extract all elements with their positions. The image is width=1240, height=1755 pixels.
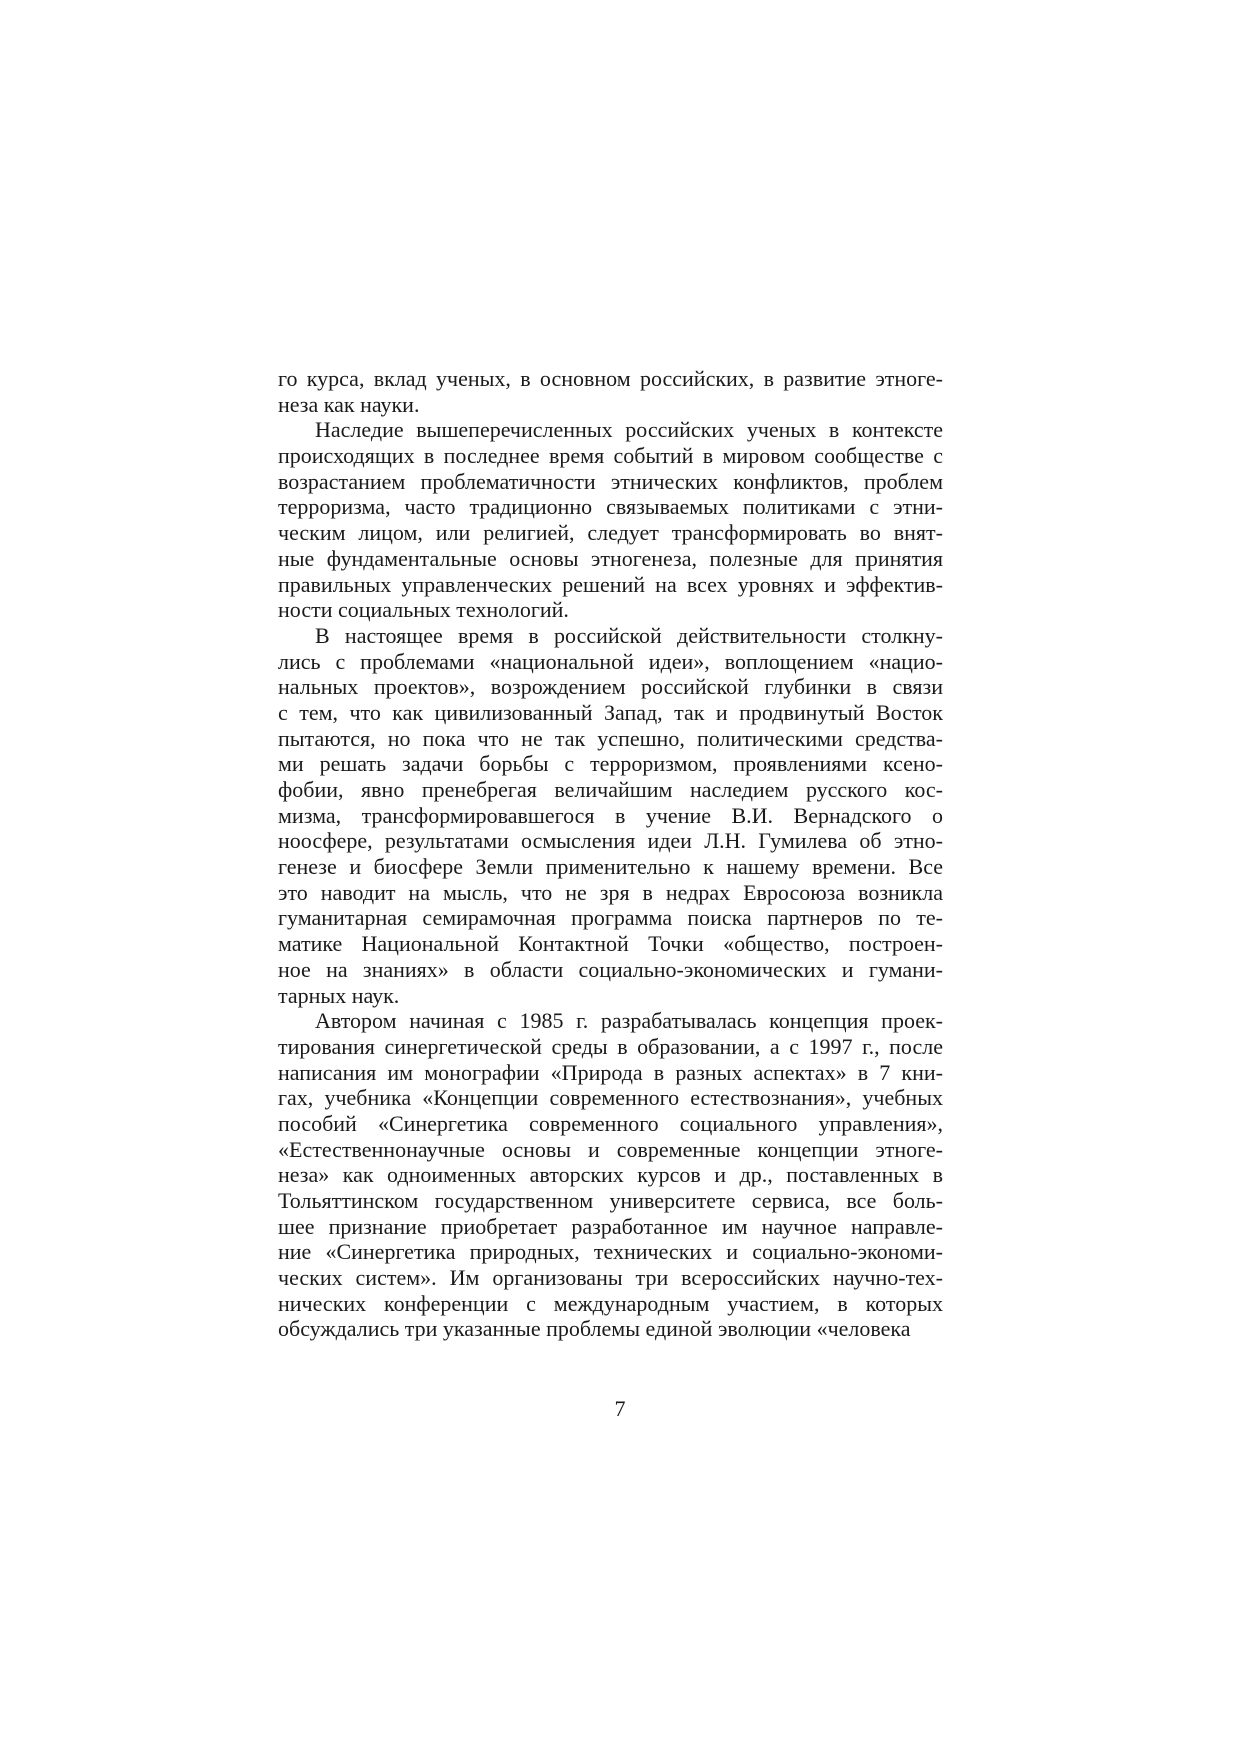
text-line: генезе и биосфере Земли применительно к нашему времени. Все bbox=[278, 854, 943, 880]
text-line: пособий «Синергетика современного социального управления», bbox=[278, 1110, 943, 1136]
text-line: «Естественнонаучные основы и современные концепции этноге- bbox=[278, 1136, 943, 1162]
text-line: тарных наук. bbox=[278, 982, 400, 1008]
text-line: гах, учебника «Концепции современного естествознания», учебных bbox=[278, 1085, 943, 1111]
text-line: тирования синергетической среды в образовании, а с 1997 г., после bbox=[278, 1033, 943, 1059]
text-line: ноосфере, результатами осмысления идеи Л.Н. Гумилева об этно- bbox=[278, 828, 943, 854]
text-line: нических конференции с международным участием, в которых bbox=[278, 1290, 943, 1316]
text-line: Автором начиная с 1985 г. разрабатывалась концепция проек- bbox=[315, 1008, 943, 1034]
text-line: матике Национальной Контактной Точки «общество, построен- bbox=[278, 931, 943, 957]
text-line: ческим лицом, или религией, следует трансформировать во внят- bbox=[278, 520, 943, 546]
text-line: Тольяттинском государственном университете сервиса, все боль- bbox=[278, 1188, 943, 1213]
text-line: неза как науки. bbox=[278, 391, 420, 417]
text-line: написания им монографии «Природа в разных аспектах» в 7 кни- bbox=[278, 1059, 943, 1085]
text-line: мизма, трансформировавшегося в учение В.И. Вернадского о bbox=[278, 802, 943, 828]
text-line: возрастанием проблематичности этнических конфликтов, проблем bbox=[278, 468, 943, 494]
text-line: ние «Синергетика природных, технических и социально-экономи- bbox=[278, 1239, 943, 1265]
text-line: пытаются, но пока что не так успешно, политическими средства- bbox=[278, 725, 943, 751]
text-line: неза» как одноименных авторских курсов и др., поставленных в bbox=[278, 1162, 943, 1188]
body-text bbox=[278, 366, 943, 1342]
text-line: ческих систем». Им организованы три всероссийских научно-тех- bbox=[278, 1265, 943, 1291]
text-line: с тем, что как цивилизованный Запад, так и продвинутый Восток bbox=[278, 699, 943, 725]
text-line: шее признание приобретает разработанное им научное направле- bbox=[278, 1213, 943, 1239]
text-line: ности социальных технологий. bbox=[278, 597, 569, 623]
text-line: ное на знаниях» в области социально-экономических и гумани- bbox=[278, 956, 943, 982]
text-line: фобии, явно пренебрегая величайшим наследием русского кос- bbox=[278, 777, 943, 802]
text-line: гуманитарная семирамочная программа поиска партнеров по те- bbox=[278, 905, 943, 931]
text-line: ные фундаментальные основы этногенеза, полезные для принятия bbox=[278, 545, 943, 571]
text-line: происходящих в последнее время событий в мировом сообществе с bbox=[278, 443, 943, 469]
text-line: Наследие вышеперечисленных российских ученых в контексте bbox=[315, 417, 943, 443]
text-line: это наводит на мысль, что не зря в недрах Евросоюза возникла bbox=[278, 879, 943, 905]
text-line: ми решать задачи борьбы с терроризмом, проявлениями ксено- bbox=[278, 751, 943, 777]
page-number: 7 bbox=[614, 1396, 626, 1421]
text-line: лись с проблемами «национальной идеи», воплощением «нацио- bbox=[278, 648, 943, 674]
text-line: правильных управленческих решений на всех уровнях и эффектив- bbox=[278, 571, 943, 597]
text-line: В настоящее время в российской действительности столкну- bbox=[315, 622, 943, 648]
text-line: нальных проектов», возрождением российской глубинки в связи bbox=[278, 674, 943, 700]
text-line: го курса, вклад ученых, в основном российских, в развитие этноге- bbox=[278, 366, 943, 391]
text-line: обсуждались три указанные проблемы единой эволюции «человека bbox=[278, 1316, 911, 1342]
text-line: терроризма, часто традиционно связываемых политиками с этни- bbox=[278, 494, 943, 520]
